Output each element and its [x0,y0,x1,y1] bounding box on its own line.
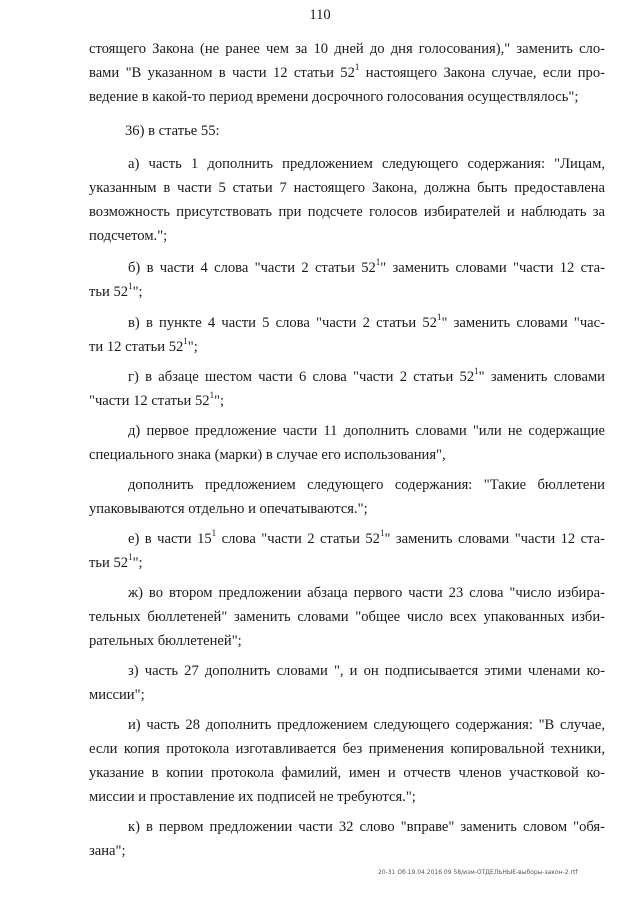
superscript: 1 [379,528,385,539]
text-line: з) часть 27 дополнить словами ", и он подписывается этими членами ко- [128,663,605,679]
superscript: 1 [211,528,217,539]
text-line: ведение в какой-то период времени досрочного голосования осуществлялось"; [89,89,579,105]
text-line: д) первое предложение части 11 дополнить словами "или не содержащие [128,423,605,439]
text-line: к) в первом предложении части 32 слово "вправе" заменить словом "обя- [128,819,605,835]
text-line: а) часть 1 дополнить предложением следующего содержания: "Лицам, [128,156,605,172]
superscript: 1 [128,552,133,563]
text-line: возможность присутствовать при подсчете голосов избирателей и наблюдать за [89,204,605,220]
text-line: тельных бюллетеней" заменить словами "общее число всех упакованных изби- [89,609,605,625]
text-line: тьи $52^1$"; [89,552,143,571]
text-line: в) в пункте 4 части 5 слова "части 2 статьи $52^1$" заменить словами "час- [128,312,605,331]
superscript: 1 [474,366,479,377]
text-line: б) в части 4 слова "части 2 статьи $52^1$" заменить словами "части 12 ста- [128,257,605,276]
text-line: указанным в части 5 статьи 7 настоящего Закона, должна быть предоставлена [89,180,605,196]
text-line: е) в части $15^1$ слова "части 2 статьи $52^1$" заменить словами "части 12 ста- [128,528,605,547]
text-line: подсчетом."; [89,228,168,244]
text-line: зана"; [89,843,126,859]
text-line: упаковываются отдельно и опечатываются."; [89,501,368,517]
text-line: дополнить предложением следующего содержания: "Такие бюллетени [128,477,605,493]
superscript: 1 [375,257,381,268]
text-line: "части 12 статьи $52^1$"; [89,390,225,409]
text-line: 36) в статье 55: [125,123,220,139]
text-line: г) в абзаце шестом части 6 слова "части 2 статьи $52^1$" заменить словами [128,366,605,385]
text-line: стоящего Закона (не ранее чем за 10 дней до дня голосования)," заменить сло- [89,41,605,57]
superscript: 1 [436,312,442,323]
text-line: миссии"; [89,687,145,703]
text-line: ж) во втором предложении абзаца первого части 23 слова "число избира- [128,585,605,601]
text-line: миссии и проставление их подписей не требуются."; [89,789,416,805]
text-line: указание в копии протокола фамилий, имен и отчеств членов участковой ко- [89,765,605,781]
superscript: 1 [209,390,215,401]
superscript: 1 [183,336,188,347]
text-line: если копия протокола изготавливается без применения копировальной техники, [89,741,605,757]
text-line: тьи $52^1$"; [89,281,143,300]
text-line: и) часть 28 дополнить предложением следующего содержания: "В случае, [128,717,605,733]
text-line: рательных бюллетеней"; [89,633,242,649]
superscript: 1 [128,281,133,292]
text-line: вами "В указанном в части 12 статьи $52^1$ настоящего Закона случае, если про- [89,62,605,81]
footer-file-path: 20-31 Об 19.04.2016 09 58/изм-ОТДЕЛЬНЫЕ-выборы-закон-2.rtf [378,869,578,876]
page-number: 110 [309,7,331,23]
superscript: 1 [354,62,360,73]
text-line: специального знака (марки) в случае его использования", [89,447,446,463]
text-line: ти 12 статьи $52^1$"; [89,336,198,355]
